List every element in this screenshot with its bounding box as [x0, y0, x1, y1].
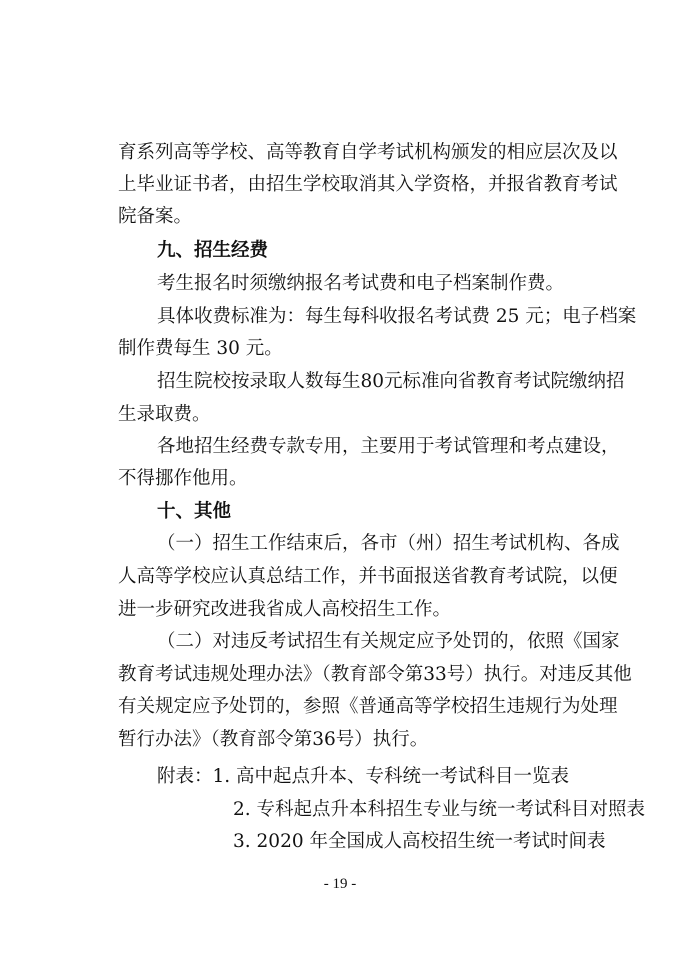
paragraph-line: 进一步研究改进我省成人高校招生工作。 [118, 599, 452, 620]
attachment-item: 3. 2020 年全国成人高校招生统一考试时间表 [233, 831, 606, 852]
paragraph-line: （二）对违反考试招生有关规定应予处罚的，依照《国家 [157, 631, 620, 652]
paragraph-line: 各地招生经费专款专用，主要用于考试管理和考点建设， [157, 436, 620, 457]
paragraph-line: 暂行办法》（教育部令第36号）执行。 [118, 729, 429, 750]
paragraph-line: 生录取费。 [118, 404, 211, 425]
paragraph-line: 具体收费标准为：每生每科收报名考试费 25 元；电子档案 [157, 306, 637, 327]
paragraph-line: 教育考试违规处理办法》（教育部令第33号）执行。对违反其他 [118, 664, 632, 685]
page-number: - 19 - [323, 876, 357, 892]
paragraph-line: 考生报名时须缴纳报名考试费和电子档案制作费。 [157, 273, 565, 294]
paragraph-line: 人高等学校应认真总结工作，并书面报送省教育考试院，以便 [118, 566, 618, 587]
attachments-label: 附表： [157, 766, 213, 787]
paragraph-line: 院备案。 [118, 206, 193, 227]
attachment-item: 1. 高中起点升本、专科统一考试科目一览表 [212, 766, 570, 787]
attachments-line-1 [0, 764, 680, 790]
paragraph-line: 上毕业证书者，由招生学校取消其入学资格，并报省教育考试 [118, 174, 618, 195]
paragraph-line: （一）招生工作结束后，各市（州）招生考试机构、各成 [157, 533, 620, 554]
section-heading-fees: 九、招生经费 [157, 240, 269, 261]
attachment-item: 2. 专科起点升本科招生专业与统一考试科目对照表 [233, 799, 646, 820]
paragraph-line: 制作费每生 30 元。 [118, 338, 283, 359]
paragraph-line: 不得挪作他用。 [118, 468, 248, 489]
paragraph-line: 有关规定应予处罚的，参照《普通高等学校招生违规行为处理 [118, 696, 618, 717]
paragraph-line: 育系列高等学校、高等教育自学考试机构颁发的相应层次及以 [118, 142, 618, 163]
section-heading-other: 十、其他 [157, 501, 232, 522]
paragraph-line: 招生院校按录取人数每生80元标准向省教育考试院缴纳招 [157, 371, 625, 392]
